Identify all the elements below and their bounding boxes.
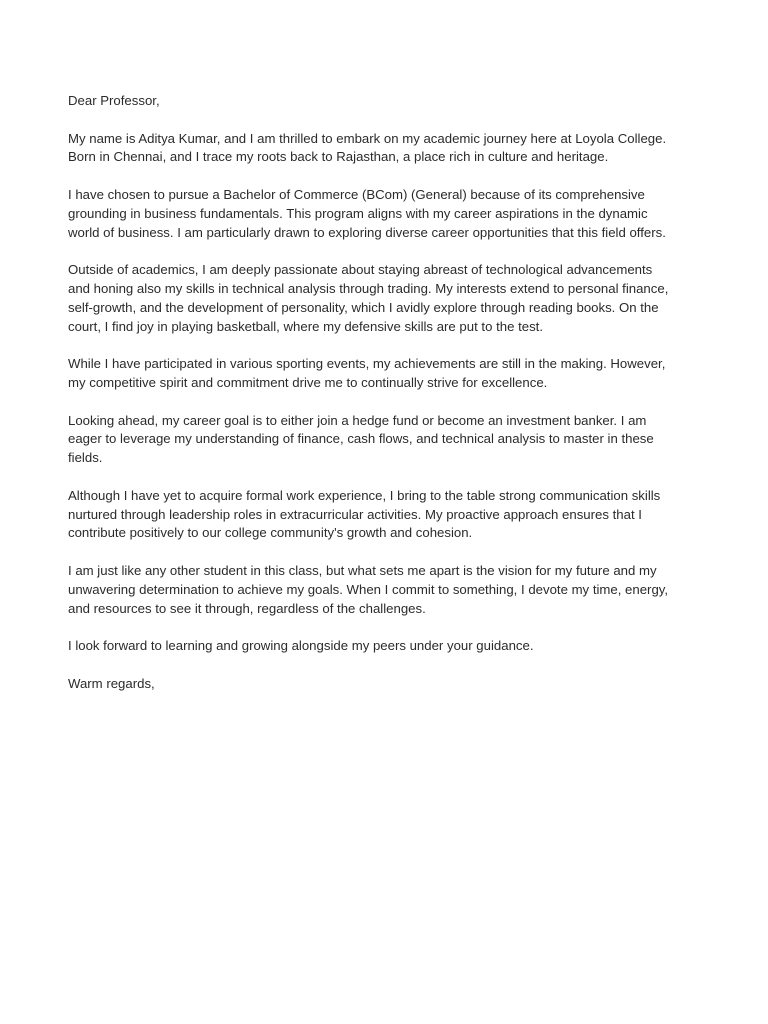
paragraph-achievements: While I have participated in various sporting events, my achievements are still in the making. However, my competitive spirit and commitment drive me to continually strive for excellence. [68, 356, 666, 390]
paragraph-career-goal: Looking ahead, my career goal is to either join a hedge fund or become an investment banker. I am eager to leverage my understanding of finance, cash flows, and technical analysis to master in these fields. [68, 412, 654, 466]
paragraph-vision: I am just like any other student in this class, but what sets me apart is the vision for my future and my unwavering determination to achieve my goals. When I commit to something, I devote my time, energy, and resources to see it through, regardless of the challenges. [68, 562, 669, 616]
salutation: Dear Professor, [68, 93, 160, 108]
paragraph-experience: Although I have yet to acquire formal work experience, I bring to the table strong communication skills nurtured through leadership roles in extracurricular activities. My proactive approach ensures that I contribute positively to our college community's growth and cohesion. [68, 487, 661, 541]
paragraph-interests: Outside of academics, I am deeply passionate about staying abreast of technological advancements and honing also my skills in technical analysis through trading. My interests extend to personal finance, self-growth, and the development of personality, which I avidly explore through reading books. On the court, I find joy in playing basketball, where my defensive skills are put to the test. [68, 262, 669, 334]
paragraph-introduction: My name is Aditya Kumar, and I am thrilled to embark on my academic journey here at Loyola College. Born in Chennai, and I trace my roots back to Rajasthan, a place rich in culture and heritage. [68, 130, 667, 165]
paragraph-looking-forward: I look forward to learning and growing alongside my peers under your guidance. [68, 638, 534, 654]
letter-page [68, 92, 708, 712]
closing: Warm regards, [68, 675, 155, 691]
paragraph-program-choice: I have chosen to pursue a Bachelor of Commerce (BCom) (General) because of its comprehensive grounding in business fundamentals. This program aligns with my career aspirations in the dynamic world of business. I am particularly drawn to exploring diverse career opportunities that this field offers. [68, 186, 666, 240]
